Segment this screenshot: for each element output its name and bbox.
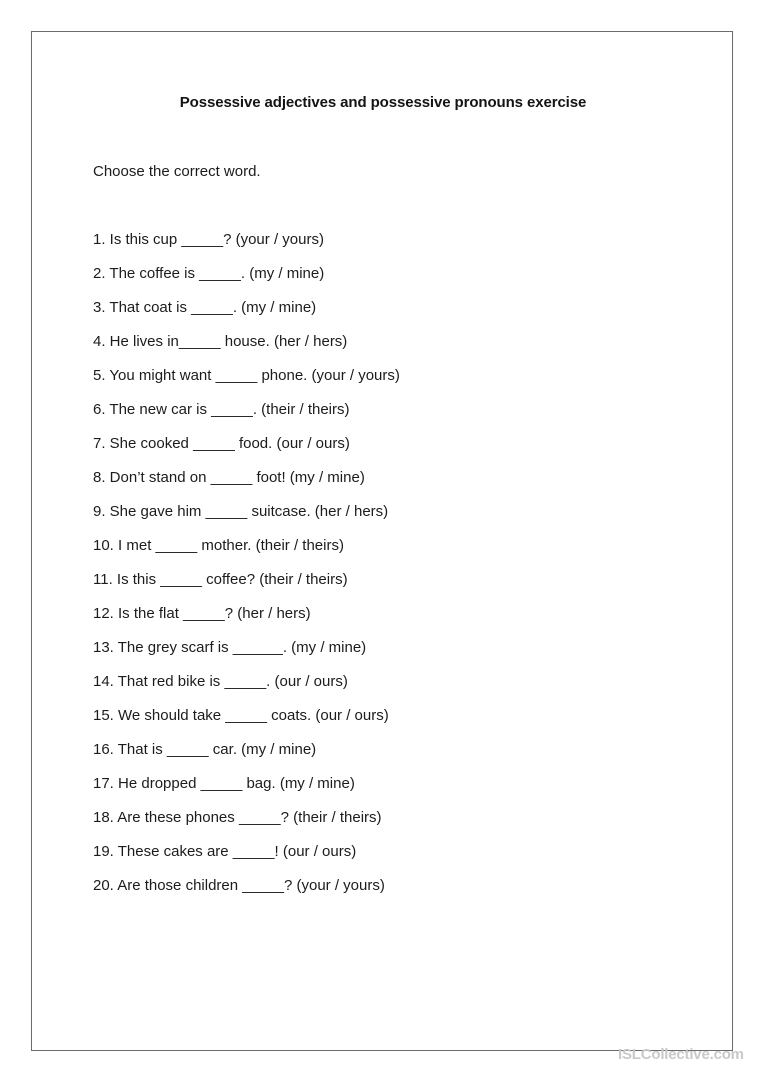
question-item: 17. He dropped _____ bag. (my / mine) <box>93 775 355 792</box>
worksheet-title: Possessive adjectives and possessive pronouns exercise <box>179 94 587 111</box>
question-item: 18. Are these phones _____? (their / theirs) <box>93 809 382 826</box>
question-item: 11. Is this _____ coffee? (their / theirs) <box>93 571 348 588</box>
question-item: 4. He lives in_____ house. (her / hers) <box>93 333 348 350</box>
question-item: 15. We should take _____ coats. (our / ours) <box>93 707 389 724</box>
question-list <box>93 231 400 911</box>
question-item: 10. I met _____ mother. (their / theirs) <box>93 537 344 554</box>
watermark: ISLCollective.com <box>618 1046 744 1063</box>
question-item: 20. Are those children _____? (your / yours) <box>93 877 385 894</box>
question-item: 16. That is _____ car. (my / mine) <box>93 741 317 758</box>
question-item: 6. The new car is _____. (their / theirs) <box>93 401 350 418</box>
question-item: 19. These cakes are _____! (our / ours) <box>93 843 357 860</box>
question-item: 5. You might want _____ phone. (your / yours) <box>93 367 400 384</box>
question-item: 3. That coat is _____. (my / mine) <box>93 299 317 316</box>
question-item: 1. Is this cup _____? (your / yours) <box>93 231 324 248</box>
question-item: 14. That red bike is _____. (our / ours) <box>93 673 348 690</box>
question-item: 2. The coffee is _____. (my / mine) <box>93 265 325 282</box>
worksheet-instructions: Choose the correct word. <box>93 163 261 180</box>
question-item: 12. Is the flat _____? (her / hers) <box>93 605 311 622</box>
question-item: 13. The grey scarf is ______. (my / mine) <box>93 639 367 656</box>
question-item: 7. She cooked _____ food. (our / ours) <box>93 435 350 452</box>
question-item: 8. Don’t stand on _____ foot! (my / mine) <box>93 469 365 486</box>
question-item: 9. She gave him _____ suitcase. (her / hers) <box>93 503 389 520</box>
